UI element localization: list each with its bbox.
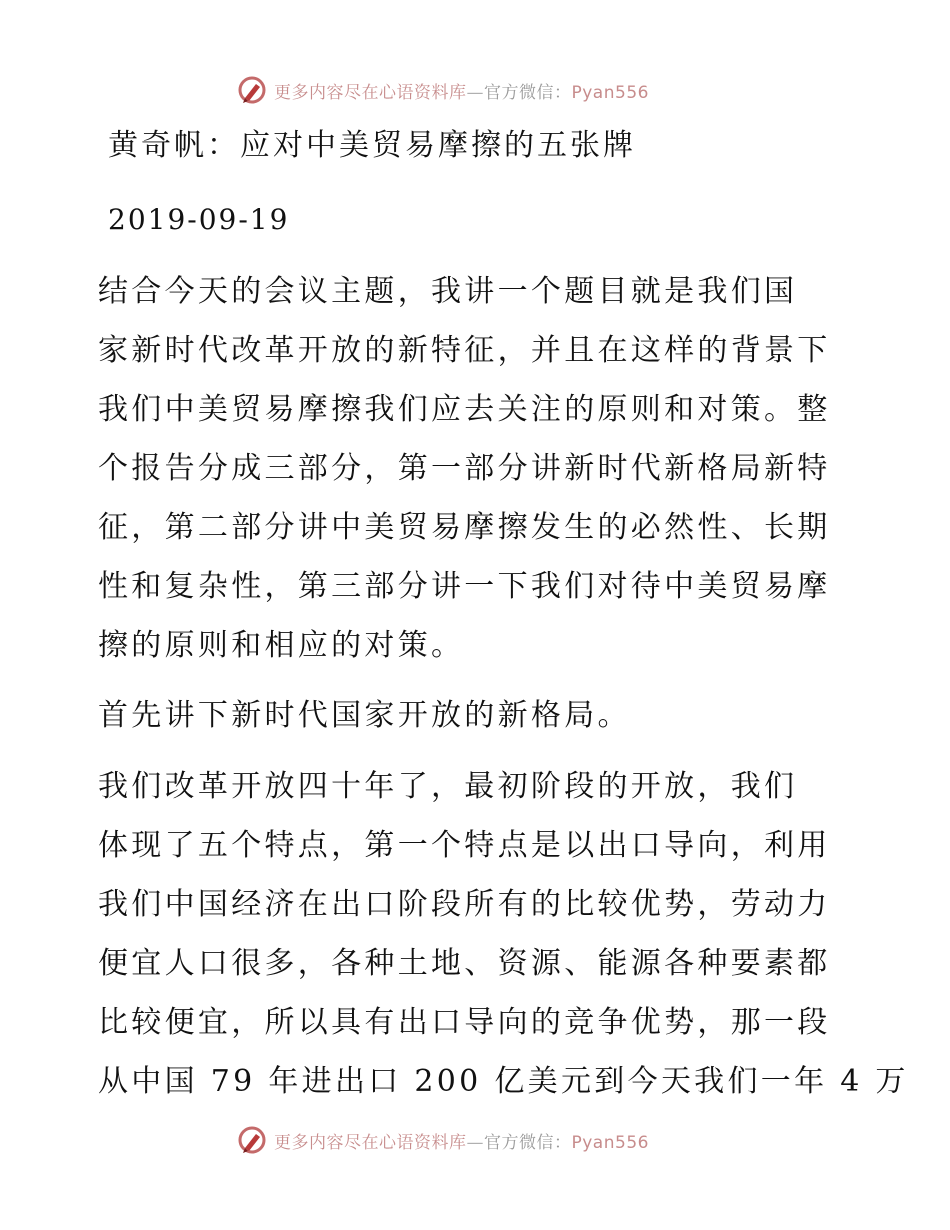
- pen-logo-icon: [236, 1124, 268, 1156]
- document-date: 2019-09-19: [108, 203, 290, 236]
- paragraph-3-line: 我们改革开放四十年了，最初阶段的开放，我们: [98, 769, 798, 804]
- paragraph-1-line: 我们中美贸易摩擦我们应去关注的原则和对策。整: [98, 392, 831, 427]
- watermark-text: 更多内容尽在心语资料库—官方微信：Pyan556: [274, 1132, 649, 1153]
- paragraph-3-line: 体现了五个特点，第一个特点是以出口导向，利用: [98, 828, 831, 863]
- paragraph-1-line: 性和复杂性，第三部分讲一下我们对待中美贸易摩: [98, 569, 831, 604]
- paragraph-3-line: 比较便宜，所以具有出口导向的竞争优势，那一段: [98, 1005, 831, 1040]
- paragraph-3-line: 我们中国经济在出口阶段所有的比较优势，劳动力: [98, 887, 831, 922]
- paragraph-3-line: 从中国 79 年进出口 200 亿美元到今天我们一年 4 万: [98, 1064, 909, 1099]
- paragraph-3-line: 便宜人口很多，各种土地、资源、能源各种要素都: [98, 946, 831, 981]
- paragraph-1-line: 征，第二部分讲中美贸易摩擦发生的必然性、长期: [98, 510, 831, 545]
- paragraph-2-line: 首先讲下新时代国家开放的新格局。: [98, 698, 631, 733]
- document-title: 黄奇帆：应对中美贸易摩擦的五张牌: [108, 128, 636, 163]
- paragraph-1-line: 擦的原则和相应的对策。: [98, 628, 465, 663]
- watermark-text: 更多内容尽在心语资料库—官方微信：Pyan556: [274, 82, 649, 103]
- pen-logo-icon: [236, 74, 268, 106]
- paragraph-1-line: 个报告分成三部分，第一部分讲新时代新格局新特: [98, 451, 831, 486]
- paragraph-1-line: 家新时代改革开放的新特征，并且在这样的背景下: [98, 333, 831, 368]
- header-watermark: [236, 72, 649, 108]
- footer-watermark: [236, 1122, 649, 1158]
- paragraph-1-line: 结合今天的会议主题，我讲一个题目就是我们国: [98, 274, 798, 309]
